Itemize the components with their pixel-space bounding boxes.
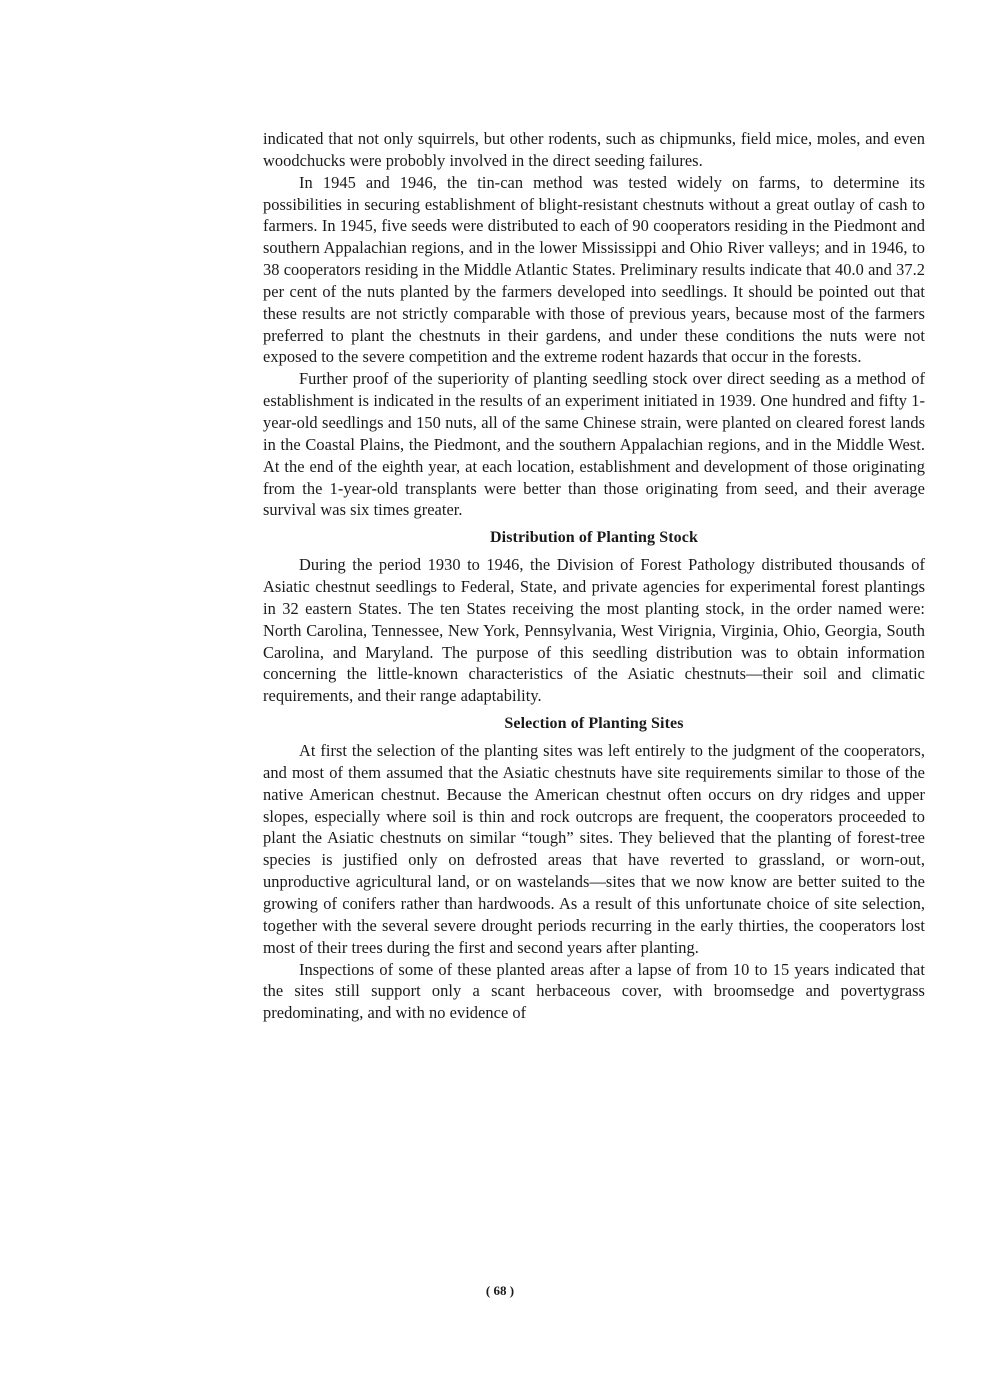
page-number: ( 68 ) — [485, 1283, 515, 1298]
heading-selection: Selection of Planting Sites — [504, 715, 684, 733]
paragraph-tin-can-method: In 1945 and 1946, the tin-can method was tested widely on farms, to determine its possibilities in securing establishment of blight-resistant chestnuts without a great outlay of cash to farmers. In 1945, five seeds were distributed to each of 90 cooperators residing in the Piedmont and southern Appalachian regions, and in the lower Mississippi and Ohio River valleys; and in 1946, to 38 cooperators residing in the Middle Atlantic States. Preliminary results indicate that 40.0 and 37.2 per cent of the nuts planted by the farmers developed into seedlings. It should be pointed out that these results are not strictly comparable with those of previous years, because most of the farmers preferred to plant the chestnuts in their gardens, and under these conditions the nuts were not exposed to the severe competition and the extreme rodent hazards that occur in the forests. — [263, 172, 925, 367]
page-body — [263, 128, 925, 1308]
paragraph-selection-1: At first the selection of the planting sites was left entirely to the judgment of the cooperators, and most of them assumed that the Asiatic chestnuts have site requirements similar to those of the native American chestnut. Because the American chestnut often occurs on dry ridges and upper slopes, especially where soil is thin and rock outcrops are frequent, the cooperators proceeded to plant the Asiatic chestnuts on similar “tough” sites. They believed that the planting of forest-tree species is justified only on defrosted areas that have reverted to grassland, or worn-out, unproductive agricultural land, or on wastelands—sites that we now know are better suited to the growing of conifers rather than hardwoods. As a result of this unfortunate choice of site selection, together with the several severe drought periods recurring in the early thirties, the cooperators lost most of their trees during the first and second years after planting. — [263, 741, 925, 957]
paragraph-selection-2: Inspections of some of these planted areas after a lapse of from 10 to 15 years indicated that the sites still support only a scant herbaceous cover, with broomsedge and povertygrass predominating, and with no evidence of — [263, 959, 925, 1023]
heading-distribution: Distribution of Planting Stock — [490, 529, 698, 547]
paragraph-distribution: During the period 1930 to 1946, the Division of Forest Pathology distributed thousands of Asiatic chestnut seedlings to Federal, State, and private agencies for experimental forest plantings in 32 eastern States. The ten States receiving the most planting stock, in the order named were: North Carolina, Tennessee, New York, Pennsylvania, West Virignia, Virginia, Ohio, Georgia, South Carolina, and Maryland. The purpose of this seedling distribution was to obtain information concerning the little-known characteristics of the Asiatic chestnuts—their soil and climatic requirements, and their range adaptability. — [263, 555, 925, 706]
paragraph-seedling-superiority: Further proof of the superiority of planting seedling stock over direct seeding as a method of establishment is indicated in the results of an experiment initiated in 1939. One hundred and fifty 1-year-old seedlings and 150 nuts, all of the same Chinese strain, were planted on cleared forest lands in the Coastal Plains, the Piedmont, and the southern Appalachian regions, and in the Middle West. At the end of the eighth year, at each location, establishment and development of those originating from the 1-year-old transplants were better than those originating from seed, and their average survival was six times greater. — [263, 369, 925, 520]
paragraph-continued: indicated that not only squirrels, but other rodents, such as chipmunks, field mice, moles, and even woodchucks were probobly involved in the direct seeding failures. — [263, 129, 925, 170]
